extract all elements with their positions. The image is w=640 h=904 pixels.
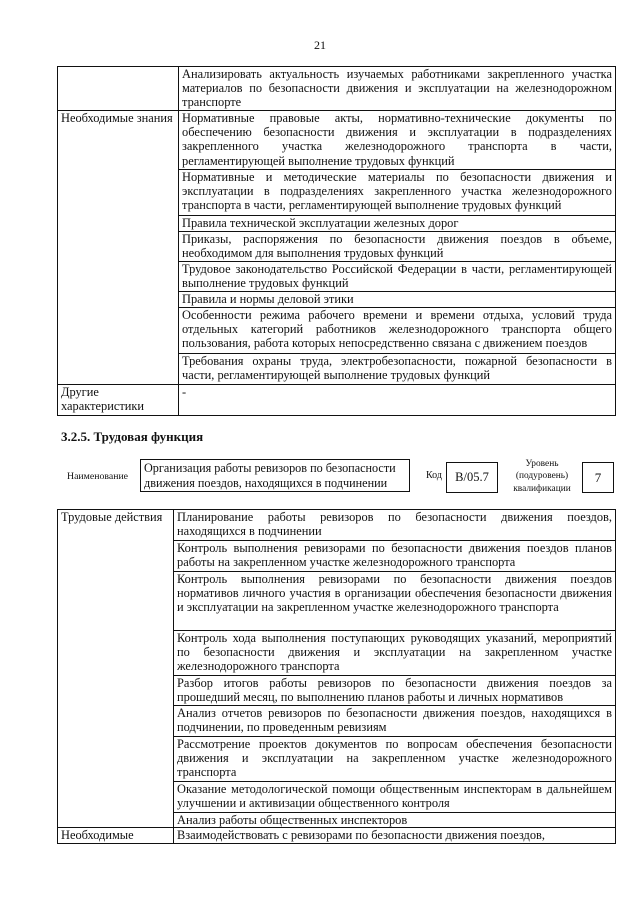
row-text: Контроль выполнения ревизорами по безопасности движения поездов нормативов личного участия в организации обеспечения безопасности движения и эксплуатации на закрепленном участке железнодорожного транспорта — [177, 572, 612, 615]
row-text: Нормативные правовые акты, нормативно-технические документы по обеспечению безопасности движения и эксплуатации в подразделениях закрепленного участка железнодорожного транспорта в части, регламентирующей выполнение трудовых функций — [182, 111, 612, 168]
row-text: Приказы, распоряжения по безопасности движения поездов в объеме, необходимом для выполнения трудовых функций — [182, 232, 612, 261]
row-text-cell — [174, 676, 616, 706]
row-label-cell — [58, 111, 179, 385]
row-text: - — [182, 385, 187, 399]
row-text: Анализировать актуальность изучаемых работниками закрепленного участка материалов по безопасности движения и эксплуатации на железнодорожном транспорте — [182, 67, 612, 110]
row-text-cell — [174, 706, 616, 737]
row-label-knowledge: Необходимые знания — [61, 111, 173, 125]
row-label-required: Необходимые — [61, 828, 134, 843]
row-text: Анализ работы общественных инспекторов — [177, 813, 408, 827]
row-text: Правила и нормы деловой этики — [182, 292, 354, 306]
row-text-cell — [174, 813, 616, 828]
table-row — [58, 510, 616, 541]
row-label-cell — [58, 385, 179, 416]
row-label-other: Другие характеристики — [61, 385, 145, 414]
row-text-cell — [179, 354, 616, 385]
row-text-cell — [179, 308, 616, 354]
row-text: Правила технической эксплуатации железных дорог — [182, 216, 459, 230]
level-value-box: 7 — [582, 462, 614, 493]
row-text-cell — [179, 292, 616, 308]
table-row — [58, 67, 616, 111]
row-text-cell — [179, 170, 616, 216]
row-text-cell — [179, 67, 616, 111]
function-name-box: Организация работы ревизоров по безопасности движения поездов, находящихся в подчинении — [140, 459, 410, 492]
row-text-cell — [174, 510, 616, 541]
function-code-box: B/05.7 — [446, 462, 498, 493]
requirements-table — [57, 66, 616, 416]
row-text: Взаимодействовать с ревизорами по безопасности движения поездов, — [177, 828, 545, 843]
code-label: Код — [426, 470, 442, 481]
row-text-cell — [174, 782, 616, 813]
row-text: Планирование работы ревизоров по безопасности движения поездов, находящихся в подчинении — [177, 510, 612, 539]
row-text-cell — [174, 631, 616, 676]
row-text: Рассмотрение проектов документов по вопросам обеспечения безопасности движения и эксплуатации на закрепленном участке железнодорожного транспорта — [177, 737, 612, 780]
row-text: Контроль хода выполнения поступающих руководящих указаний, мероприятий по безопасности движения и эксплуатации на закрепленном участке железнодорожного транспорта — [177, 631, 612, 674]
name-label: Наименование — [67, 471, 129, 482]
row-text: Разбор итогов работы ревизоров по безопасности движения поездов за прошедший месяц, по выполнению планов работы и личных нормативов — [177, 676, 612, 705]
row-text-cell — [174, 541, 616, 572]
function-header — [57, 456, 617, 500]
row-text-cell — [179, 232, 616, 262]
row-text-cell — [174, 828, 616, 844]
table-row — [58, 385, 616, 416]
row-text-cell — [179, 262, 616, 292]
table-row — [58, 111, 616, 170]
row-text: Оказание методологической помощи общественным инспекторам в дальнейшем улучшении и активизации общественного контроля — [177, 782, 612, 811]
row-text: Нормативные и методические материалы по безопасности движения и эксплуатации в подразделениях закрепленного участка железнодорожного транспорта в части, регламентирующей выполнение трудовых функций — [182, 170, 612, 213]
table-row — [58, 828, 616, 844]
row-text-cell — [179, 216, 616, 232]
row-text: Анализ отчетов ревизоров по безопасности движения поездов, находящихся в подчинении, по проведенным ревизиям — [177, 706, 612, 735]
row-label-cell — [58, 828, 174, 844]
section-heading: 3.2.5. Трудовая функция — [61, 429, 204, 444]
level-label: Уровень (подуровень) квалификации — [513, 459, 571, 494]
row-text: Трудовое законодательство Российской Федерации в части, регламентирующей выполнение трудовых функций — [182, 262, 612, 291]
function-table — [57, 509, 616, 844]
page-number: 21 — [314, 38, 326, 52]
row-text-cell — [174, 737, 616, 782]
row-label-cell — [58, 510, 174, 828]
row-text: Контроль выполнения ревизорами по безопасности движения поездов планов работы на закрепленном участке железнодорожного транспорта — [177, 541, 612, 570]
row-text-cell — [179, 385, 616, 416]
row-text: Требования охраны труда, электробезопасности, пожарной безопасности в части, регламентирующей выполнение трудовых функций — [182, 354, 612, 383]
row-label-cell — [58, 67, 179, 111]
row-text-cell — [174, 572, 616, 631]
row-text-cell — [179, 111, 616, 170]
row-text: Особенности режима рабочего времени и времени отдыха, условий труда отдельных категорий работников железнодорожного транспорта общего пользования, работа которых непосредственно связана с движением поездов — [182, 308, 612, 351]
row-label-actions: Трудовые действия — [61, 510, 163, 524]
